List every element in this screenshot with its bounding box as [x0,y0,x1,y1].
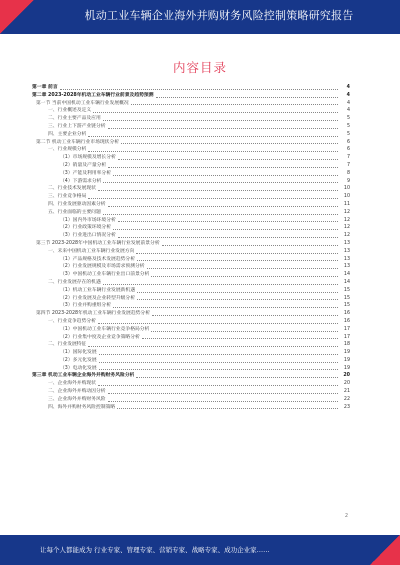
toc-entry-label: 二、行业发展特征 [48,342,87,348]
toc-entry-label: （2）销量及产量分析 [60,162,107,168]
toc-leader-dots [142,338,338,339]
toc-entry-label: 第一节 当前中国机动工业车辆行业发展概况 [36,100,129,106]
toc-leader-dots [99,354,338,355]
toc-entry[interactable] [32,178,350,186]
toc-entry-label: （3）产能及利用率分析 [60,170,112,176]
toc-entry-label: （2）行业发展规模及市场需求预测分析 [60,264,145,270]
toc-leader-dots [121,143,338,144]
toc-entry[interactable] [32,248,350,256]
footer-accent-stripe [370,535,400,565]
toc-entry[interactable] [32,84,350,92]
toc-leader-dots [108,401,338,402]
toc-entry[interactable] [32,201,350,209]
toc-entry-label: 第三章 机动工业车辆企业海外并购财务风险分析 [32,373,135,379]
toc-entry[interactable] [32,388,350,396]
toc-entry-page: 23 [343,404,350,410]
toc-leader-dots [88,198,338,199]
toc-entry-label: 第四节 2023-2028年机动工业车辆行业发展趋势分析 [36,311,151,317]
toc-entry-page: 13 [343,248,350,254]
toc-entry[interactable] [32,185,350,193]
toc-entry-page: 13 [343,256,350,262]
toc-entry-label: 第三节 2023-2028年中国机动工业车辆行业发展前景分析 [36,240,160,246]
report-title: 机动工业车辆企业海外并购财务风险控制策略研究报告 [84,9,354,22]
toc-entry[interactable] [32,154,350,162]
toc-leader-dots [162,245,338,246]
toc-leader-dots [131,104,338,105]
toc-entry-label: （2）行业发展及企业转型升级分析 [60,295,136,301]
toc-leader-dots [98,385,338,386]
toc-entry[interactable] [32,380,350,388]
toc-entry-page: 16 [343,311,350,317]
toc-entry[interactable] [32,287,350,295]
toc-entry[interactable] [32,193,350,201]
toc-entry-page: 20 [343,381,350,387]
toc-leader-dots [103,120,338,121]
toc-entry-page: 22 [343,396,350,402]
toc-entry-label: （1）产品规格及技术发展趋势分析 [60,256,136,262]
toc-entry-page: 7 [346,162,350,168]
toc-entry-page: 8 [346,170,350,176]
toc-entry-page: 20 [343,373,350,379]
toc-entry-label: 四、主要企业分析 [48,131,87,137]
toc-entry-label: 一、行业规模分析 [48,147,87,153]
toc-leader-dots [98,323,338,324]
toc-entry-page: 4 [346,108,350,114]
toc-entry[interactable] [32,310,350,318]
toc-entry-label: （3）行业进出口情况分析 [60,233,116,239]
footer-slogan: 让每个人都能成为 行业专家、管理专家、营销专家、战略专家、成功企业家…… [40,546,270,554]
toc-entry-label: （1）国际化发展 [60,350,97,356]
toc-entry-page: 12 [343,225,350,231]
toc-entry-label: （4）下游需求分析 [60,178,102,184]
toc-entry-page: 12 [343,233,350,239]
toc-entry-page: 19 [343,365,350,371]
toc-entry[interactable] [32,263,350,271]
toc-entry-page: 5 [346,123,350,129]
toc-entry[interactable] [32,396,350,404]
toc-entry[interactable] [32,232,350,240]
toc-leader-dots [88,346,338,347]
toc-entry-label: （1）国内外市场环境分析 [60,217,116,223]
toc-leader-dots [88,151,338,152]
toc-entry[interactable] [32,295,350,303]
toc-entry-page: 9 [346,178,350,184]
toc-entry-label: 二、行业主要产品及应用 [48,116,101,122]
toc-leader-dots [137,292,338,293]
toc-entry[interactable] [32,302,350,310]
toc-leader-dots [147,268,338,269]
toc-entry-page: 6 [346,139,350,145]
table-of-contents [32,84,350,411]
toc-entry-label: 三、行业竞争格局 [48,194,87,200]
toc-entry-page: 4 [346,85,350,90]
toc-entry-page: 19 [343,350,350,356]
toc-entry-page: 5 [346,116,350,122]
toc-entry-label: 二、企业海外并购动因分析 [48,389,106,395]
toc-entry[interactable] [32,123,350,131]
toc-leader-dots [93,112,338,113]
toc-entry-label: （1）中国机动工业车辆行业竞争格局分析 [60,326,150,332]
toc-entry-label: 第一章 前言 [32,85,58,90]
toc-entry-page: 15 [343,287,350,293]
toc-leader-dots [151,276,338,277]
toc-entry-page: 10 [343,194,350,200]
toc-leader-dots [113,175,338,176]
toc-entry[interactable] [32,209,350,217]
toc-entry[interactable] [32,170,350,178]
toc-entry-label: 第二章 2023-2028年机动工业车辆行业前景及趋势预测 [32,92,154,98]
toc-leader-dots [137,299,338,300]
toc-entry[interactable] [32,326,350,334]
toc-entry[interactable] [32,256,350,264]
toc-entry-page: 16 [343,318,350,324]
toc-entry-page: 21 [343,389,350,395]
toc-entry-label: 一、未来中国机动工业车辆行业发展方向 [48,248,135,254]
toc-leader-dots [60,89,338,90]
toc-entry-label: 二、行业技术发展现状 [48,186,96,192]
toc-entry[interactable] [32,404,350,412]
toc-entry-page: 4 [346,92,350,98]
toc-entry[interactable] [32,224,350,232]
toc-leader-dots [118,237,338,238]
toc-entry-page: 14 [343,279,350,285]
toc-leader-dots [108,206,338,207]
toc-entry-page: 17 [343,326,350,332]
toc-leader-dots [88,136,338,137]
toc-entry-page: 18 [343,342,350,348]
toc-entry-page: 6 [346,147,350,153]
toc-entry-label: （3）行业并购重组分析 [60,303,112,309]
toc-entry[interactable] [32,115,350,123]
toc-leader-dots [113,307,338,308]
toc-entry-label: 一、行业竞争趋势分析 [48,318,96,324]
toc-entry[interactable] [32,372,350,380]
toc-entry-label: 一、行业概述及定义 [48,108,92,114]
toc-leader-dots [103,214,338,215]
toc-entry-page: 15 [343,295,350,301]
toc-entry[interactable] [32,318,350,326]
toc-entry[interactable] [32,357,350,365]
toc-entry-page: 12 [343,217,350,223]
toc-entry-label: 五、行业面临的主要问题 [48,209,101,215]
toc-entry-page: 5 [346,131,350,137]
toc-entry-page: 14 [343,272,350,278]
toc-entry-label: （3）中国机动工业车辆行业出口前景分析 [60,272,150,278]
toc-entry-label: 四、海外并购财务风险控制策略 [48,404,116,410]
toc-entry-label: （1）市场规模及增长分析 [60,155,116,161]
toc-leader-dots [137,260,338,261]
toc-entry-page: 11 [343,201,350,207]
toc-leader-dots [136,377,338,378]
toc-leader-dots [117,408,338,409]
toc-entry[interactable] [32,139,350,147]
toc-entry-label: 四、行业发展驱动因素分析 [48,201,106,207]
toc-entry[interactable] [32,100,350,108]
toc-entry-page: 15 [343,303,350,309]
toc-leader-dots [152,315,338,316]
toc-entry[interactable] [32,271,350,279]
toc-entry[interactable] [32,349,350,357]
report-header [0,0,400,34]
toc-leader-dots [118,221,338,222]
toc-entry-label: （1）机动工业车辆行业发展新机遇 [60,287,136,293]
toc-entry-label: 第二节 机动工业车辆行业市场现状分析 [36,139,120,145]
toc-leader-dots [113,229,338,230]
report-footer [0,535,400,565]
toc-entry[interactable] [32,279,350,287]
toc-entry-page: 17 [343,334,350,340]
toc-entry[interactable] [32,162,350,170]
toc-entry-page: 13 [343,264,350,270]
toc-leader-dots [108,128,338,129]
toc-entry[interactable] [32,92,350,100]
toc-leader-dots [151,331,338,332]
toc-leader-dots [103,182,338,183]
toc-leader-dots [136,253,338,254]
toc-leader-dots [118,159,338,160]
toc-entry-label: （3）电动化发展 [60,365,97,371]
toc-heading: 内容目录 [172,60,227,75]
toc-leader-dots [156,97,338,98]
toc-leader-dots [103,284,338,285]
toc-leader-dots [108,167,338,168]
toc-entry-page: 4 [346,100,350,106]
toc-entry[interactable] [32,107,350,115]
header-accent-stripe [0,0,34,34]
page-number: 2 [344,513,348,519]
toc-entry-label: （2）多元化发展 [60,357,97,363]
toc-entry[interactable] [32,146,350,154]
toc-entry-label: 三、企业海外并购财务风险 [48,396,106,402]
toc-leader-dots [98,190,338,191]
toc-entry-page: 19 [343,357,350,363]
toc-entry-label: （2）行业政策环境分析 [60,225,112,231]
toc-entry-page: 7 [346,155,350,161]
toc-entry[interactable] [32,240,350,248]
toc-entry[interactable] [32,365,350,373]
toc-leader-dots [99,362,338,363]
toc-entry[interactable] [32,341,350,349]
toc-leader-dots [99,369,338,370]
toc-entry-page: 13 [343,240,350,246]
toc-leader-dots [108,393,338,394]
toc-entry-page: 12 [343,209,350,215]
toc-entry-label: 三、行业上下游产业链分析 [48,123,106,129]
toc-entry[interactable] [32,131,350,139]
toc-entry[interactable] [32,217,350,225]
toc-entry-page: 10 [343,186,350,192]
toc-entry-label: 一、企业海外并购现状 [48,381,96,387]
toc-entry[interactable] [32,334,350,342]
toc-entry-label: 二、行业发展存在的机遇 [48,279,101,285]
toc-entry-label: （2）行业集中度及企业竞争策略分析 [60,334,140,340]
